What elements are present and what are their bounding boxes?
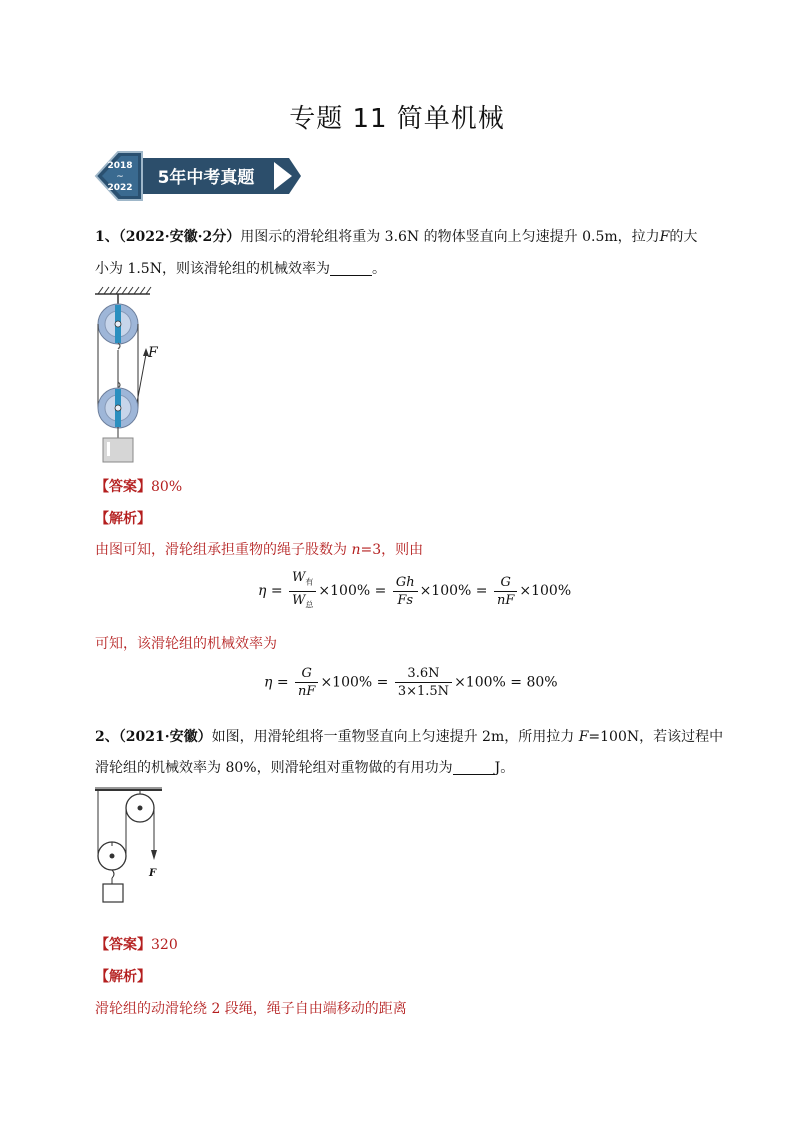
q2-line2: 滑轮组的机械效率为 80%，则滑轮组对重物做的有用功为 J。 (95, 760, 515, 776)
q1-answer-blank (330, 261, 372, 276)
q1-line2 (95, 258, 386, 278)
q2-answer-value: 320 (151, 937, 178, 953)
q1-number: 1、 (95, 229, 119, 245)
q2-answer (95, 934, 178, 954)
q2-line1: 2、（2021·安徽）如图，用滑轮组将一重物竖直向上匀速提升 2m，所用拉力 F=100N，若该过程中 (95, 729, 724, 745)
force-arrow-icon (151, 850, 157, 860)
section-banner (94, 150, 304, 202)
q1-formula-result: η = $\frac{G}{nF}$ ×100% = $\frac{3.6N}{3\times 1.5N}$ ×100% = 80% (264, 666, 558, 699)
q1-explanation-heading: 【解析】 (95, 511, 151, 527)
load-block (103, 884, 123, 902)
q1-explanation-line2: 可知，该滑轮组的机械效率为 (95, 636, 277, 652)
q1-pulley-figure (92, 286, 172, 468)
q2-pulley-figure (92, 784, 172, 924)
q1-answer-label: 【答案】 (95, 479, 151, 495)
banner-year-end: 2022 (107, 183, 133, 193)
q2-answer-label: 【答案】 (95, 937, 151, 953)
q1-text-2: 小为 1.5N，则该滑轮组的机械效率为 (95, 261, 330, 277)
ceiling-hatch (98, 287, 151, 294)
q1-explanation-line1: 由图可知，滑轮组承担重物的绳子股数为 n=3，则由 (95, 542, 424, 558)
q1-text-1: 用图示的滑轮组将重为 3.6N 的物体竖直向上匀速提升 0.5m，拉力 (240, 229, 660, 245)
q1-line1 (95, 226, 697, 246)
q1-var-F: F (659, 229, 670, 245)
q2-explanation-line1: 滑轮组的动滑轮绕 2 段绳，绳子自由端移动的距离 (95, 1001, 407, 1017)
q1-formula-efficiency: η = $\frac{W_有}{W_总}$ ×100% = $\frac{Gh}{Fs}$ ×100% = $\frac{G}{nF}$ ×100% (258, 570, 572, 610)
q2-force-label: F (149, 868, 157, 879)
q1-force-label: F (148, 345, 158, 361)
q2-source: （2021·安徽） (118, 729, 212, 745)
banner-label: 5年中考真题 (157, 168, 255, 188)
q2-number: 2、 (95, 729, 119, 745)
q1-text-2-end: 。 (371, 261, 386, 277)
q1-source: （2022·安徽·2分） (118, 229, 241, 245)
q1-text-1-end: 的大 (669, 229, 698, 245)
q2-answer-blank (453, 760, 495, 775)
banner-year-sep: ~ (116, 172, 124, 182)
page-title: 专题 11 简单机械 (289, 104, 505, 134)
banner-year-start: 2018 (107, 161, 133, 171)
q1-answer (95, 476, 182, 496)
q1-answer-value: 80% (151, 479, 183, 495)
q2-explanation-heading: 【解析】 (95, 969, 151, 985)
